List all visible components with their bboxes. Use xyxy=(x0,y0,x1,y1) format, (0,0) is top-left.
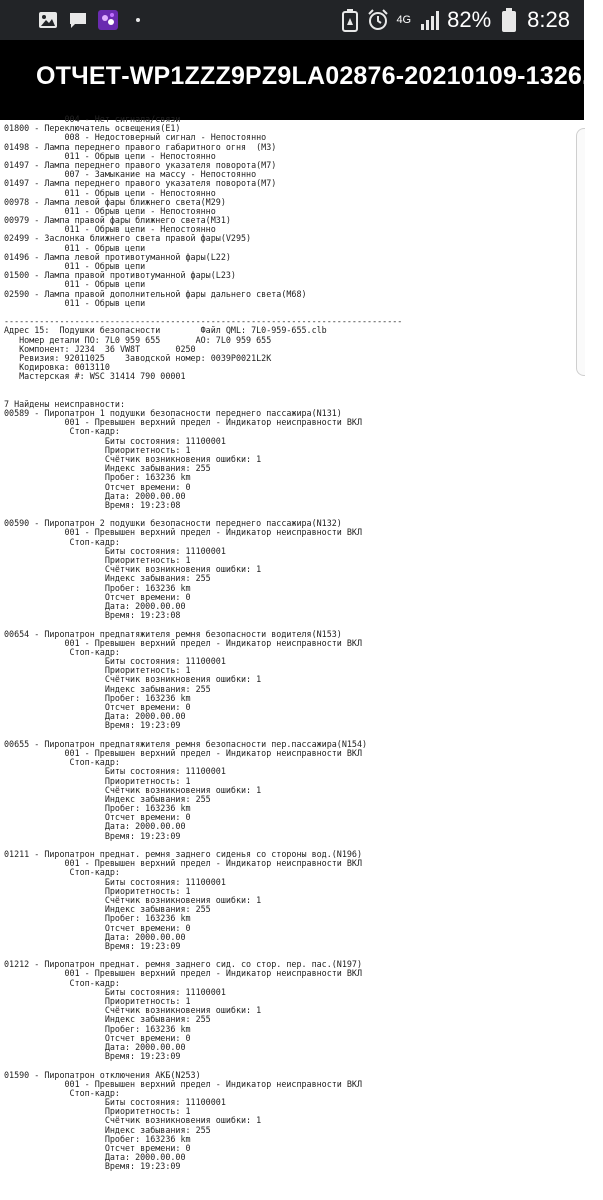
report-line: 001 - Превышен верхний предел - Индикатор неисправности ВКЛ xyxy=(4,1078,362,1089)
report-line: Стоп-кадр: xyxy=(4,536,120,547)
report-line: Время: 19:23:08 xyxy=(4,499,181,510)
report-line: 011 - Обрыв цепи - Непостоянно xyxy=(4,150,216,161)
report-line: 001 - Превышен верхний предел - Индикатор неисправности ВКЛ xyxy=(4,637,362,648)
report-line: 011 - Обрыв цепи - Непостоянно xyxy=(4,224,216,235)
report-line: 00590 - Пиропатрон 2 подушки безопасности переднего пассажира(N132) xyxy=(4,518,342,529)
report-line: 011 - Обрыв цепи xyxy=(4,242,146,253)
report-line: Дата: 2000.00.00 xyxy=(4,931,186,942)
report-line: 00978 - Лампа левой фары ближнего света(M29) xyxy=(4,196,226,207)
report-line: 01500 - Лампа правой противотуманной фары(L23) xyxy=(4,270,236,281)
dot-icon xyxy=(128,10,148,30)
report-line: Счётчик возникновения ошибки: 1 xyxy=(4,894,262,905)
report-line: Приоритетность: 1 xyxy=(4,555,191,565)
report-line: Отсчет времени: 0 xyxy=(4,481,191,492)
report-line: Время: 19:23:09 xyxy=(4,940,181,951)
report-line: 008 - Недостоверный сигнал - Непостоянно xyxy=(4,132,267,143)
report-line: 01497 - Лампа переднего правого указателя поворота(M7) xyxy=(4,159,277,170)
report-line: Отсчет времени: 0 xyxy=(4,591,191,602)
report-line: Биты состояния: 11100001 xyxy=(4,656,226,667)
report-line: 004 - Нет сигнала/связи xyxy=(4,114,181,124)
report-line: Стоп-кадр: xyxy=(4,1087,120,1098)
report-line: Биты состояния: 11100001 xyxy=(4,766,226,777)
report-line: 01212 - Пиропатрон преднат. ремня заднего сид. со стор. пер. пас.(N197) xyxy=(4,959,362,970)
scrollbar-thumb[interactable] xyxy=(576,128,585,376)
report-line: Ревизия: 92011025 Заводской номер: 0039P0021L2K xyxy=(4,352,272,363)
report-line: Счётчик возникновения ошибки: 1 xyxy=(4,453,262,464)
report-line: Время: 19:23:09 xyxy=(4,1161,181,1172)
report-line: Пробег: 163236 km xyxy=(4,472,191,483)
report-line: Номер детали ПО: 7L0 959 655 АО: 7L0 959 655 xyxy=(4,334,272,345)
report-line: Приоритетность: 1 xyxy=(4,885,191,896)
report-line: Адрес 15: Подушки безопасности Файл QML: 7L0-959-655.clb xyxy=(4,325,327,336)
report-line: 011 - Обрыв цепи xyxy=(4,279,146,290)
report-line: 01590 - Пиропатрон отключения АКБ(N253) xyxy=(4,1069,201,1080)
report-line: Стоп-кадр: xyxy=(4,646,120,657)
gallery-icon xyxy=(38,10,58,30)
report-line: Индекс забывания: 255 xyxy=(4,573,211,584)
report-line: Отсчет времени: 0 xyxy=(4,812,191,823)
report-line: Пробег: 163236 km xyxy=(4,803,191,814)
report-line: ------------------------------------------------------------------------------- xyxy=(4,316,403,327)
report-line: 02590 - Лампа правой дополнительной фары дальнего света(M68) xyxy=(4,288,307,299)
report-text xyxy=(0,115,568,1172)
report-line: Дата: 2000.00.00 xyxy=(4,711,186,722)
report-line: Стоп-кадр: xyxy=(4,977,120,988)
report-line: Дата: 2000.00.00 xyxy=(4,1041,186,1052)
report-line: 01211 - Пиропатрон преднат. ремня заднего сиденья со стороны вод.(N196) xyxy=(4,849,362,859)
report-line: 00589 - Пиропатрон 1 подушки безопасности переднего пассажира(N131) xyxy=(4,408,342,418)
report-line: 011 - Обрыв цепи xyxy=(4,297,146,308)
document-viewer[interactable] xyxy=(0,114,568,1200)
report-line: Индекс забывания: 255 xyxy=(4,1124,211,1135)
app-icon xyxy=(98,10,118,30)
report-line: Кодировка: 0013110 xyxy=(4,362,110,373)
status-bar xyxy=(0,0,584,40)
report-line: 011 - Обрыв цепи xyxy=(4,261,146,271)
report-line: Индекс забывания: 255 xyxy=(4,683,211,694)
report-line: Счётчик возникновения ошибки: 1 xyxy=(4,1005,262,1016)
report-line xyxy=(4,381,568,390)
report-line: Отсчет времени: 0 xyxy=(4,702,191,712)
signal-icon xyxy=(419,10,439,30)
report-line: 00654 - Пиропатрон предnатяжителя ремня безопасности водителя(N153) xyxy=(4,628,342,639)
report-line: Дата: 2000.00.00 xyxy=(4,821,186,832)
report-line: 01800 - Переключатель освещения(E1) xyxy=(4,123,181,134)
battery-percent: 82% xyxy=(447,7,492,32)
report-line: 01496 - Лампа левой противотуманной фары(L22) xyxy=(4,251,231,262)
report-line: 001 - Превышен верхний предел - Индикатор неисправности ВКЛ xyxy=(4,858,362,869)
report-line: Индекс забывания: 255 xyxy=(4,463,211,474)
report-line: Пробег: 163236 km xyxy=(4,692,191,703)
report-line: 01498 - Лампа переднего правого габаритного огня (M3) xyxy=(4,141,277,152)
report-line: Компонент: J234 36 VW8T 0250 xyxy=(4,343,196,354)
report-line: Пробег: 163236 km xyxy=(4,1023,191,1034)
report-line: Приоритетность: 1 xyxy=(4,444,191,455)
report-line: Время: 19:23:09 xyxy=(4,720,181,731)
report-line: 00979 - Лампа правой фары ближнего света(M31) xyxy=(4,215,231,226)
title-bar xyxy=(0,40,603,120)
message-icon xyxy=(68,10,88,30)
report-line: Мастерская #: WSC 31414 790 00001 xyxy=(4,371,186,382)
report-line: Время: 19:23:09 xyxy=(4,1051,181,1062)
report-line: 00655 - Пиропатрон предnатяжителя ремня безопасности пер.пассажира(N154) xyxy=(4,738,368,749)
report-line: Биты состояния: 11100001 xyxy=(4,435,226,446)
report-line: Дата: 2000.00.00 xyxy=(4,490,186,501)
report-line: Пробег: 163236 km xyxy=(4,913,191,924)
report-line: Пробег: 163236 km xyxy=(4,1133,191,1144)
report-line: 001 - Превышен верхний предел - Индикатор неисправности ВКЛ xyxy=(4,968,362,979)
report-line: Приоритетность: 1 xyxy=(4,665,191,676)
network-type: 4G xyxy=(396,13,412,26)
report-line: Биты состояния: 11100001 xyxy=(4,876,226,887)
document-title: ОТЧЕТ-WP1ZZZ9PZ9LA02876-20210109-1326... xyxy=(36,62,603,90)
report-line: Индекс забывания: 255 xyxy=(4,1014,211,1025)
report-line: Отсчет времени: 0 xyxy=(4,1032,191,1043)
battery-icon xyxy=(499,10,519,30)
report-line: Отсчет времени: 0 xyxy=(4,922,191,933)
report-line: 001 - Превышен верхний предел - Индикатор неисправности ВКЛ xyxy=(4,747,362,758)
report-line: 007 - Замыкание на массу - Непостоянно xyxy=(4,169,257,180)
alarm-icon xyxy=(368,10,388,30)
report-line: 7 Найдены неисправности: xyxy=(4,398,126,409)
report-line: Биты состояния: 11100001 xyxy=(4,1097,226,1108)
report-line: 01497 - Лампа переднего правого указателя поворота(M7) xyxy=(4,178,277,189)
report-line: 011 - Обрыв цепи - Непостоянно xyxy=(4,205,216,216)
report-line: Биты состояния: 11100001 xyxy=(4,986,226,997)
report-line: Индекс забывания: 255 xyxy=(4,904,211,915)
report-line: Биты состояния: 11100001 xyxy=(4,545,226,556)
report-line: Счётчик возникновения ошибки: 1 xyxy=(4,564,262,575)
report-line: Приоритетность: 1 xyxy=(4,996,191,1006)
report-line: 001 - Превышен верхний предел - Индикатор неисправности ВКЛ xyxy=(4,417,362,428)
report-line: 02499 - Заслонка ближнего света правой фары(V295) xyxy=(4,233,252,244)
report-line: Пробег: 163236 km xyxy=(4,582,191,593)
notification-icons xyxy=(38,8,148,32)
report-line: 001 - Превышен верхний предел - Индикатор неисправности ВКЛ xyxy=(4,527,362,538)
report-line: Счётчик возникновения ошибки: 1 xyxy=(4,674,262,685)
report-line: Счётчик возникновения ошибки: 1 xyxy=(4,784,262,795)
report-line: Стоп-кадр: xyxy=(4,867,120,878)
system-status xyxy=(340,6,570,34)
report-line: Стоп-кадр: xyxy=(4,757,120,768)
report-line: Время: 19:23:08 xyxy=(4,610,181,621)
battery-saver-icon xyxy=(340,10,360,30)
report-line: Отсчет времени: 0 xyxy=(4,1143,191,1153)
report-line: Приоритетность: 1 xyxy=(4,775,191,786)
report-line: Индекс забывания: 255 xyxy=(4,793,211,804)
report-line: Приоритетность: 1 xyxy=(4,1106,191,1117)
report-line: Дата: 2000.00.00 xyxy=(4,600,186,611)
report-line: Стоп-кадр: xyxy=(4,426,120,437)
report-line: Время: 19:23:09 xyxy=(4,830,181,841)
report-line: Дата: 2000.00.00 xyxy=(4,1152,186,1163)
clock: 8:28 xyxy=(527,7,570,32)
report-line: Счётчик возникновения ошибки: 1 xyxy=(4,1115,262,1126)
report-line: 011 - Обрыв цепи - Непостоянно xyxy=(4,187,216,198)
